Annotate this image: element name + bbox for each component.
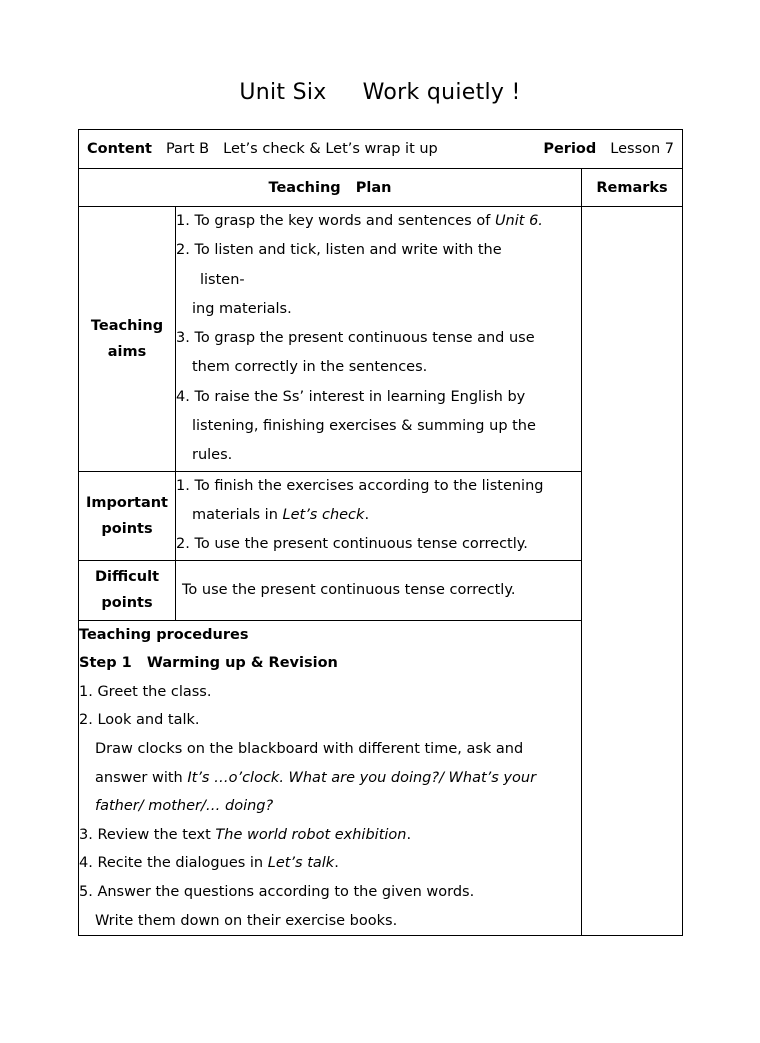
procedure-item: 3. Review the text The world robot exhibition. — [79, 826, 412, 843]
aim-item-continued: listening, finishing exercises & summing up the — [192, 418, 536, 435]
difficult-label: Difficult points — [79, 560, 176, 620]
topic-title: Work quietly ! — [362, 80, 521, 105]
aim-item-continued: listen- — [200, 271, 245, 288]
important-item: 1. To finish the exercises according to the listening — [176, 477, 544, 494]
procedures-section — [79, 620, 582, 936]
difficult-text: To use the present continuous tense correctly. — [176, 560, 582, 620]
aim-item: 3. To grasp the present continuous tense and use — [176, 330, 535, 347]
remarks-column — [582, 207, 683, 936]
teaching-plan-table — [78, 129, 683, 936]
page-title — [0, 80, 760, 105]
important-list — [176, 471, 582, 560]
aim-item: 4. To raise the Ss’ interest in learning English by — [176, 388, 526, 405]
procedure-item: 2. Look and talk. — [79, 712, 200, 729]
aims-row — [79, 207, 683, 472]
aim-item: 1. To grasp the key words and sentences of Unit 6. — [176, 213, 543, 229]
step-heading: Step 1 Warming up & Revision — [79, 655, 338, 672]
header-row — [79, 169, 683, 207]
aim-item-continued: ing materials. — [192, 300, 292, 317]
procedure-detail: answer with It’s …o’clock. What are you doing?/ What’s your — [95, 769, 537, 786]
period-value: Lesson 7 — [610, 141, 675, 157]
activities-text: Let’s check & Let’s wrap it up — [223, 141, 438, 157]
procedure-item: 4. Recite the dialogues in Let’s talk. — [79, 855, 339, 872]
part-label: Part B — [165, 141, 210, 157]
aims-label: Teaching aims — [79, 207, 176, 472]
aim-item-continued: them correctly in the sentences. — [192, 359, 428, 376]
aims-list — [176, 207, 582, 472]
teaching-plan-heading: Teaching Plan — [79, 169, 582, 207]
aim-item-continued: rules. — [192, 447, 233, 464]
procedure-detail: Draw clocks on the blackboard with different time, ask and — [95, 740, 524, 757]
important-label: Important points — [79, 471, 176, 560]
content-label: Content — [87, 141, 152, 157]
remarks-heading: Remarks — [582, 169, 683, 207]
procedure-detail: Write them down on their exercise books. — [95, 912, 398, 929]
period-label: Period — [543, 141, 597, 157]
unit-title: Unit Six — [239, 80, 327, 105]
procedure-item: 5. Answer the questions according to the given words. — [79, 883, 475, 900]
important-item-continued: materials in Let’s check. — [192, 506, 370, 523]
procedure-detail: father/ mother/… doing? — [95, 798, 274, 815]
procedure-item: 1. Greet the class. — [79, 683, 212, 700]
procedures-heading: Teaching procedures — [79, 626, 249, 643]
content-row — [79, 130, 683, 169]
aim-item: 2. To listen and tick, listen and write with the — [176, 242, 502, 259]
important-item: 2. To use the present continuous tense correctly. — [176, 536, 528, 553]
